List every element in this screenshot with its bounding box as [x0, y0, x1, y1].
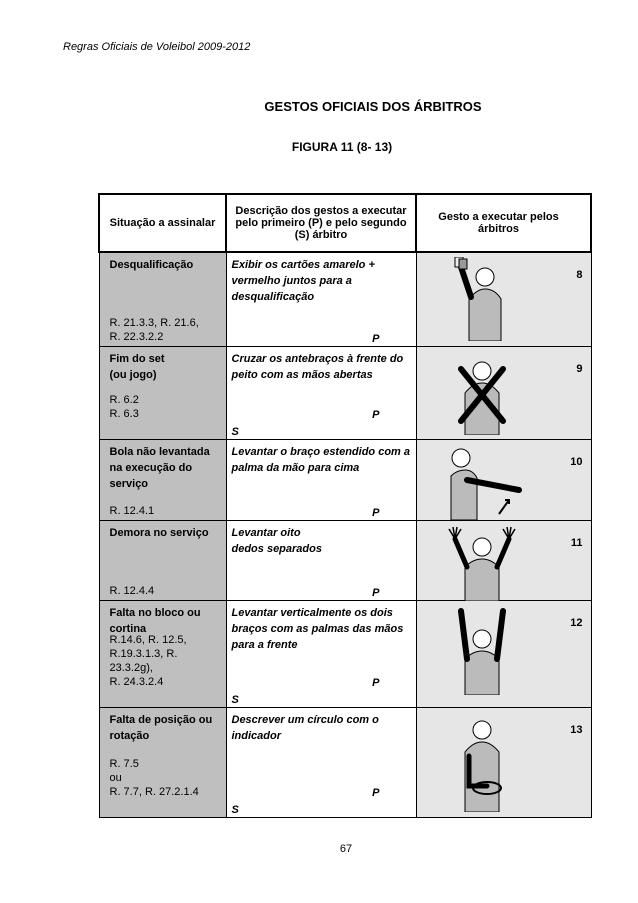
situation-name: Desqualificação: [109, 259, 194, 271]
description-text: Levantar oito dedos separados: [231, 526, 322, 555]
arms-up-icon: [447, 605, 517, 695]
eight-fingers-icon: [447, 525, 517, 601]
gesture-cell: [416, 252, 591, 346]
situation-cell: [99, 520, 226, 600]
description-cell: [226, 346, 416, 439]
gesture-cell: [416, 439, 591, 520]
situation-cell: [99, 252, 226, 346]
gesture-number: 10: [570, 455, 583, 468]
header-situation: Situação a assinalar: [99, 194, 226, 252]
situation-refs: R. 12.4.4: [109, 584, 155, 597]
p-mark: P: [372, 786, 380, 799]
situation-name: Demora no serviço: [109, 526, 209, 539]
page-number: 67: [339, 843, 353, 855]
gesture-cell: [416, 707, 591, 817]
gesture-number: 13: [570, 723, 583, 736]
table-row: [99, 252, 591, 346]
description-text: Descrever um círculo com o indicador: [231, 713, 379, 742]
gesture-number: 8: [576, 269, 583, 281]
table-row: [99, 439, 591, 520]
p-mark: P: [372, 586, 380, 599]
p-mark: P: [372, 332, 380, 345]
gesture-cell: [416, 520, 591, 600]
situation-refs: R. 6.2 R. 6.3: [109, 393, 139, 420]
gesture-number: 9: [576, 362, 583, 375]
arm-extended-icon: [447, 444, 527, 520]
description-cell: [226, 439, 416, 520]
table-row: [99, 707, 591, 817]
table-row: [99, 346, 591, 439]
p-mark: P: [372, 506, 380, 519]
table-row: [99, 600, 591, 707]
figure-caption: FIGURA 11 (8- 13): [291, 140, 393, 154]
header-description-text: Descrição dos gestos a executar pelo primeiro (P) e pelo segundo (S) árbitro: [235, 205, 407, 241]
table-row: [99, 520, 591, 600]
situation-refs: R. 7.5 ou R. 7.7, R. 27.2.1.4: [109, 757, 199, 798]
description-text: Exibir os cartões amarelo + vermelho juntos para a desqualificação: [231, 259, 375, 303]
s-mark: S: [231, 803, 239, 816]
situation-cell: [99, 439, 226, 520]
cards-raised-icon: [447, 257, 517, 341]
page-title: [0, 99, 638, 114]
description-text: Levantar verticalmente os dois braços com as palmas das mãos para a frente: [231, 606, 404, 651]
description-text: Cruzar os antebraços à frente do peito com as mãos abertas: [231, 352, 404, 381]
p-mark: P: [372, 676, 380, 689]
gesture-cell: [416, 600, 591, 707]
running-header: Regras Oficiais de Voleibol 2009-2012: [63, 41, 251, 53]
description-text: Levantar o braço estendido com a palma da mão para cima: [231, 445, 410, 474]
description-cell: [226, 600, 416, 707]
situation-refs: R.14.6, R. 12.5, R.19.3.1.3, R. 23.3.2g), R. 24.3.2.4: [109, 633, 187, 688]
description-cell: [226, 252, 416, 346]
situation-name: Bola não levantada na execução do serviço: [109, 445, 210, 490]
situation-name: Falta no bloco ou cortina: [109, 606, 201, 635]
p-mark: P: [372, 408, 380, 421]
situation-cell: [99, 707, 226, 817]
description-cell: [226, 520, 416, 600]
header-gesture-text: Gesto a executar pelos árbitros: [438, 211, 559, 235]
header-description: [226, 194, 416, 252]
circle-finger-icon: [447, 712, 517, 812]
situation-cell: [99, 346, 226, 439]
description-cell: [226, 707, 416, 817]
crossed-arms-icon: [447, 351, 517, 435]
situation-refs: R. 21.3.3, R. 21.6, R. 22.3.2.2: [109, 316, 199, 343]
s-mark: S: [231, 693, 239, 706]
situation-refs: R. 12.4.1: [109, 504, 155, 517]
situation-name: Fim do set (ou jogo): [109, 352, 165, 381]
gesture-number: 12: [570, 616, 583, 629]
header-gesture: [416, 194, 591, 252]
gesture-cell: [416, 346, 591, 439]
gesture-number: 11: [570, 536, 583, 549]
s-mark: S: [231, 425, 239, 438]
page-title-text: GESTOS OFICIAIS DOS ÁRBITROS: [264, 99, 482, 114]
situation-name: Falta de posição ou rotação: [109, 713, 213, 742]
table-header-row: [99, 194, 591, 252]
gestures-table: [98, 193, 592, 818]
situation-cell: [99, 600, 226, 707]
